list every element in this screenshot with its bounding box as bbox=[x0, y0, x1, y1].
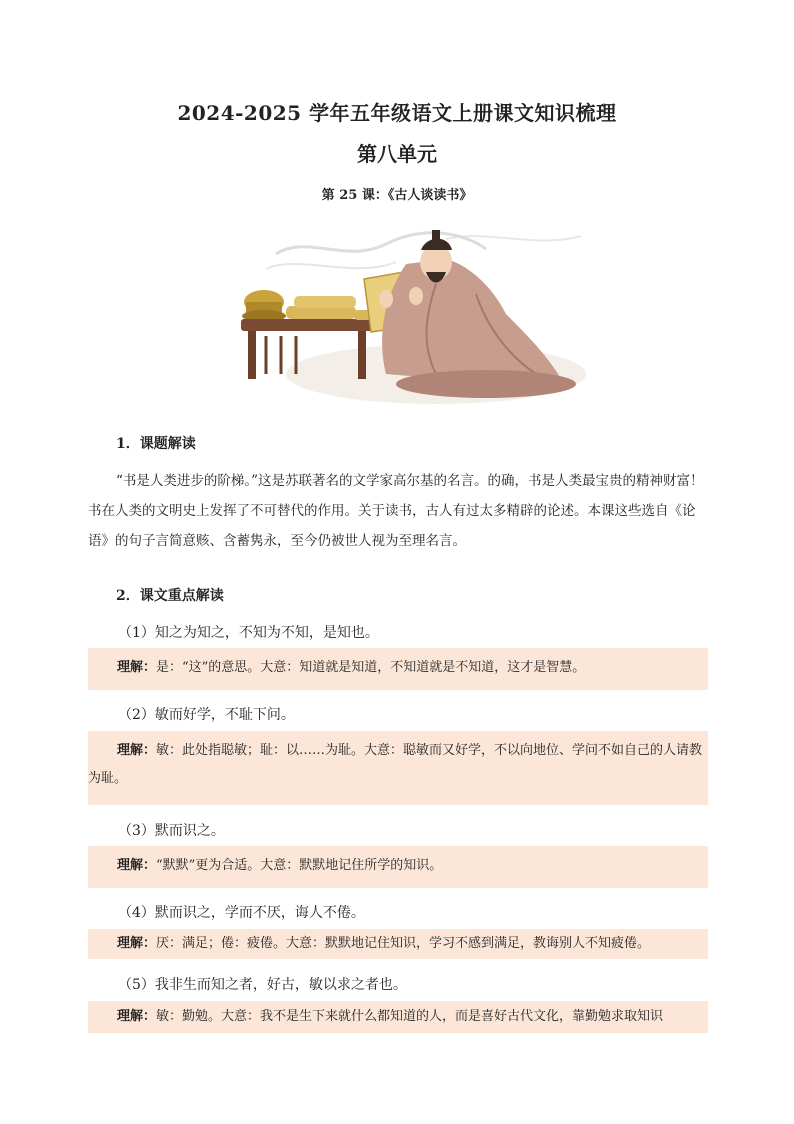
quote-2: （2）敏而好学，不耻下问。 bbox=[118, 707, 295, 723]
explain-label: 理解： bbox=[117, 858, 157, 873]
explain-label: 理解： bbox=[117, 660, 157, 675]
section-heading-topic: 1．课题解读 bbox=[116, 436, 196, 452]
explain-text: “默默”更为合适。大意：默默地记住所学的知识。 bbox=[156, 858, 443, 873]
topic-paragraph: “书是人类进步的阶梯。”这是苏联著名的文学家高尔基的名言。的确，书是人类最宝贵的精神财富！书在人类的文明史上发挥了不可替代的作用。关于读书，古人有过太多精辟的论述。本课这些选自《论语》的句子言简意赅、含蓄隽永，至今仍被世人视为至理名言。 bbox=[88, 473, 704, 549]
explain-text: 敏：勤勉。大意：我不是生下来就什么都知道的人，而是喜好古代文化，靠勤勉求取知识 bbox=[156, 1009, 664, 1024]
explain-1 bbox=[88, 648, 708, 690]
lesson-title: 第 25 课：《古人谈读书》 bbox=[321, 188, 473, 203]
explain-text: 敏：此处指聪敏；耻：以……为耻。大意：聪敏而又好学，不以向地位、学问不如自己的人请教为耻。 bbox=[88, 743, 703, 786]
quote-1: （1）知之为知之，不知为不知，是知也。 bbox=[118, 625, 379, 641]
explain-3 bbox=[88, 846, 708, 888]
explain-label: 理解： bbox=[117, 1009, 157, 1024]
explain-5 bbox=[88, 1001, 708, 1033]
quote-3: （3）默而识之。 bbox=[118, 823, 225, 839]
quote-4: （4）默而识之，学而不厌，诲人不倦。 bbox=[118, 905, 365, 921]
explain-text: 是：“这”的意思。大意：知道就是知道，不知道就是不知道，这才是智慧。 bbox=[156, 660, 586, 675]
explain-text: 厌：满足；倦：疲倦。大意：默默地记住知识，学习不感到满足，教诲别人不知疲倦。 bbox=[156, 936, 651, 951]
explain-2 bbox=[88, 731, 708, 805]
explain-4 bbox=[88, 929, 708, 959]
unit-title: 第八单元 bbox=[357, 142, 437, 166]
scholar-reading-illustration bbox=[236, 224, 586, 414]
quote-5: （5）我非生而知之者，好古，敏以求之者也。 bbox=[118, 977, 407, 993]
explain-label: 理解： bbox=[117, 743, 157, 758]
section-heading-key-points: 2．课文重点解读 bbox=[116, 588, 224, 604]
explain-label: 理解： bbox=[117, 936, 157, 951]
document-title: 2024-2025 学年五年级语文上册课文知识梳理 bbox=[177, 101, 617, 125]
